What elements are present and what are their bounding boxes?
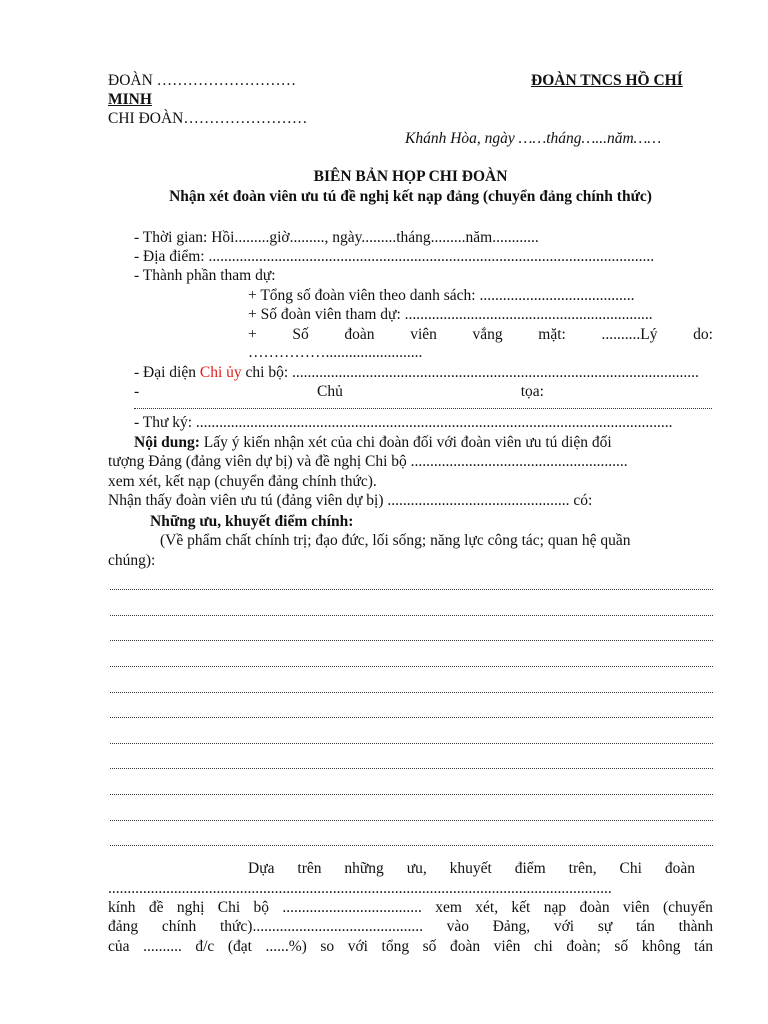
conclusion-line1 <box>248 860 695 878</box>
conclusion-word: đoàn <box>664 860 695 877</box>
conclusion-word: trên <box>297 860 322 877</box>
blank-dotted-line <box>110 717 713 718</box>
conclusion-word: Đảng, <box>492 918 531 935</box>
conclusion-word: khuyết <box>449 860 492 877</box>
document-subtitle: Nhận xét đoàn viên ưu tú đề nghị kết nạp đảng (chuyển đảng chính thức) <box>169 188 652 205</box>
absent-members-field <box>248 326 713 344</box>
blank-dotted-line <box>110 615 713 616</box>
content-text: Lấy ý kiến nhận xét của chi đoàn đối với đoàn viên ưu tú diện đối <box>199 434 612 451</box>
conclusion-word: đoàn <box>449 938 481 955</box>
conclusion-word: đ/c <box>195 938 215 955</box>
absent-word: + <box>248 326 257 343</box>
conclusion-word: đảng <box>108 918 139 935</box>
chairperson-field <box>134 383 544 401</box>
conclusion-word: xem <box>435 899 462 916</box>
conclusion-word: không <box>641 938 681 955</box>
conclusion-word: thành <box>678 918 713 935</box>
chair-dotted-line <box>134 408 712 409</box>
conclusion-word: số <box>422 938 437 955</box>
conclusion-word: (đạt <box>227 938 252 955</box>
content-paragraph-line4: Nhận thấy đoàn viên ưu tú (đảng viên dự bị) ............................................... có: <box>108 492 593 509</box>
blank-dotted-line <box>110 743 713 744</box>
conclusion-word: Chi <box>217 899 241 916</box>
conclusion-word: điểm <box>514 860 546 877</box>
absent-word: vắng <box>472 326 503 343</box>
blank-dotted-line <box>110 640 713 641</box>
chair-word: - <box>134 383 140 400</box>
secretary-field: - Thư ký: ........................................................................................................................... <box>134 414 673 431</box>
meeting-time-field: - Thời gian: Hồi.........giờ........., ngày.........tháng.........năm............ <box>134 229 539 246</box>
blank-dotted-line <box>110 589 713 590</box>
conclusion-word: tán <box>635 918 655 935</box>
conclusion-word: với <box>347 938 368 955</box>
conclusion-word: thức)............................................ <box>219 918 423 935</box>
strengths-heading: Những ưu, khuyết điểm chính: <box>150 513 354 530</box>
conclusion-word: (chuyển <box>662 899 713 916</box>
content-paragraph-line1 <box>134 434 612 452</box>
conclusion-word: của <box>108 938 130 955</box>
chapter-name: CHI ĐOÀN…………………… <box>108 110 308 127</box>
conclusion-word: .................................... <box>282 899 422 916</box>
blank-dotted-line <box>110 692 713 693</box>
conclusion-word: đoàn; <box>566 938 601 955</box>
meeting-place-field: - Địa điểm: ................................................................................................................... <box>134 248 655 265</box>
conclusion-line2: .................................................................................................................................. <box>108 880 612 897</box>
present-members-field: + Số đoàn viên tham dự: ................................................................ <box>248 306 653 323</box>
blank-dotted-line <box>110 820 713 821</box>
attendees-label: - Thành phần tham dự: <box>134 267 276 284</box>
conclusion-word: kết <box>511 899 531 916</box>
absent-word: đoàn <box>344 326 375 343</box>
conclusion-word: nạp <box>543 899 567 916</box>
content-paragraph-line3: xem xét, kết nạp (chuyển đảng chính thức). <box>108 473 377 490</box>
place-date: Khánh Hòa, ngày ……tháng…...năm…… <box>405 130 662 147</box>
rep-prefix: - Đại diện <box>134 364 200 381</box>
content-label: Nội dung: <box>134 434 200 451</box>
conclusion-word: ưu, <box>406 860 427 877</box>
absent-word: viên <box>410 326 437 343</box>
conclusion-word: số <box>614 938 629 955</box>
absent-word: Số <box>292 326 309 343</box>
conclusion-word: vào <box>446 918 470 935</box>
conclusion-word: tán <box>694 938 713 955</box>
conclusion-line4 <box>108 918 713 936</box>
absent-word: ..........Lý <box>601 326 658 343</box>
union-name-right: ĐOÀN TNCS HỒ CHÍ <box>531 72 683 89</box>
conclusion-word: bộ <box>253 899 270 916</box>
chair-word: tọa: <box>520 383 544 400</box>
conclusion-word: chính <box>161 918 197 935</box>
conclusion-word: những <box>344 860 384 877</box>
strengths-note-line2: chúng): <box>108 552 156 569</box>
conclusion-word: với <box>553 918 575 935</box>
conclusion-word: đề <box>148 899 164 916</box>
conclusion-line3 <box>108 899 713 917</box>
absent-reason-continued: ……………......................... <box>248 344 423 361</box>
total-members-field: + Tổng số đoàn viên theo danh sách: ........................................ <box>248 287 635 304</box>
conclusion-word: so <box>320 938 335 955</box>
union-name-continued: MINH <box>108 91 152 108</box>
content-paragraph-line2: tượng Đảng (đảng viên dự bị) và đề nghị Chi bộ ........................................................ <box>108 453 628 470</box>
conclusion-word: viên <box>493 938 521 955</box>
rep-committee: Chi ủy <box>199 364 242 381</box>
conclusion-word: Chi <box>619 860 642 877</box>
blank-dotted-line <box>110 794 713 795</box>
conclusion-word: nghị <box>176 899 205 916</box>
union-name-left: ĐOÀN ……………………… <box>108 72 297 89</box>
blank-dotted-line <box>110 845 713 846</box>
blank-dotted-line <box>110 666 713 667</box>
strengths-note-line1: (Về phẩm chất chính trị; đạo đức, lối sống; năng lực công tác; quan hệ quần <box>160 532 631 549</box>
conclusion-word: kính <box>108 899 136 916</box>
rep-suffix: chi bộ: ......................................................................................................... <box>241 364 699 381</box>
absent-word: do: <box>693 326 713 343</box>
conclusion-word: Dựa <box>248 860 275 877</box>
chair-word: Chủ <box>317 383 343 400</box>
blank-dotted-line <box>110 768 713 769</box>
conclusion-word: xét, <box>475 899 499 916</box>
conclusion-word: ......%) <box>265 938 307 955</box>
party-representative-field <box>134 364 714 382</box>
conclusion-word: sự <box>597 918 613 935</box>
absent-word: mặt: <box>538 326 566 343</box>
conclusion-word: đoàn <box>579 899 610 916</box>
conclusion-line5 <box>108 938 713 956</box>
document-title: BIÊN BẢN HỌP CHI ĐOÀN <box>313 168 508 185</box>
conclusion-word: chi <box>533 938 553 955</box>
conclusion-word: trên, <box>568 860 597 877</box>
conclusion-word: .......... <box>143 938 182 955</box>
conclusion-word: tổng <box>381 938 410 955</box>
conclusion-word: viên <box>622 899 650 916</box>
